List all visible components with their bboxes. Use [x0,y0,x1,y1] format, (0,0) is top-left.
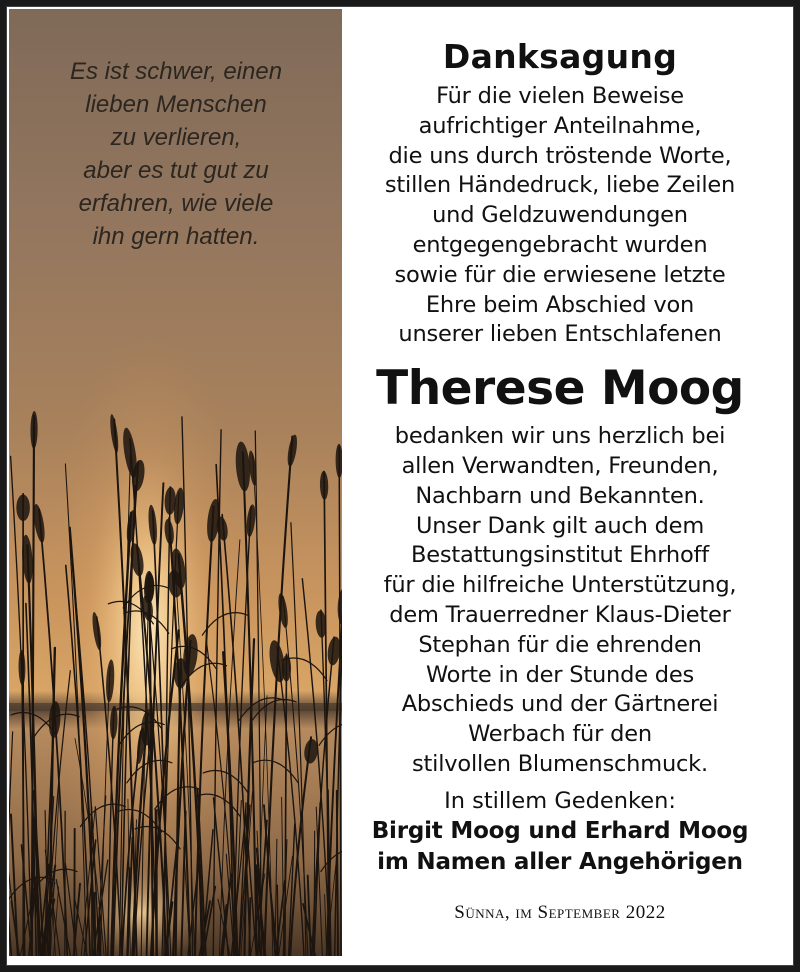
notice-text [344,14,776,926]
signers-block [344,816,776,878]
quote-line: ihn gern hatten. [92,223,260,250]
grass-blade [156,810,157,956]
intro-line: Ehre beim Abschied von [425,291,695,318]
sunset-reeds-image [9,9,342,956]
grass-blade [314,831,315,956]
reed-plume [16,494,30,521]
intro-line: stillen Händedruck, liebe Zeilen [384,172,736,199]
intro-line: Für die vielen Beweise [436,83,684,109]
thanks-line: Worte in der Stunde des [425,661,695,688]
quote-line: Es ist schwer, einen [69,58,283,85]
thanks-line: allen Verwandten, Freunden, [401,452,719,479]
thanks-line: für die hilfreiche Unterstützung, [383,572,737,599]
quote-text [21,55,331,253]
grass-blade [337,791,338,956]
intro-line: und Geldzuwendungen [432,202,688,229]
thanks-line: Bestattungsinstitut Ehrhoff [411,542,709,569]
intro-line: sowie für die erwiesene letzte [394,261,726,288]
signer-line: Birgit Moog und Erhard Moog [371,817,749,844]
signer-line: im Namen aller Angehörigen [377,848,743,875]
thanks-line: Unser Dank gilt auch dem [415,512,705,539]
thanks-line: stilvollen Blumenschmuck. [412,750,708,777]
grass-blade [249,898,250,956]
thanks-line: bedanken wir uns herzlich bei [394,423,726,450]
thanks-line: Stephan für die ehrenden [418,631,702,658]
quote-line: erfahren, wie viele [78,190,274,217]
intro-line: aufrichtiger Anteilnahme, [418,112,702,139]
thanks-paragraph [344,422,776,780]
thanks-line: dem Trauerredner Klaus-Dieter [389,601,731,628]
intro-line: unserer lieben Entschlafenen [398,321,722,348]
closing-line: In stillem Gedenken: [444,787,676,814]
thanks-line: Nachbarn und Bekannten. [415,482,705,509]
thanks-line: Abschieds und der Gärtnerei [401,691,719,718]
intro-line: die uns durch tröstende Worte, [388,142,732,169]
heading-title: Danksagung [442,37,678,76]
quote-line: zu verlieren, [110,124,242,151]
intro-line: entgegengebracht wurden [412,231,708,258]
deceased-name: Therese Moog [376,361,744,417]
quote-line: aber es tut gut zu [83,157,269,184]
intro-paragraph [344,82,776,350]
place-date: Sünna, im September 2022 [454,901,666,923]
thanks-line: Werbach für den [468,721,652,748]
quote-line: lieben Menschen [85,91,267,118]
